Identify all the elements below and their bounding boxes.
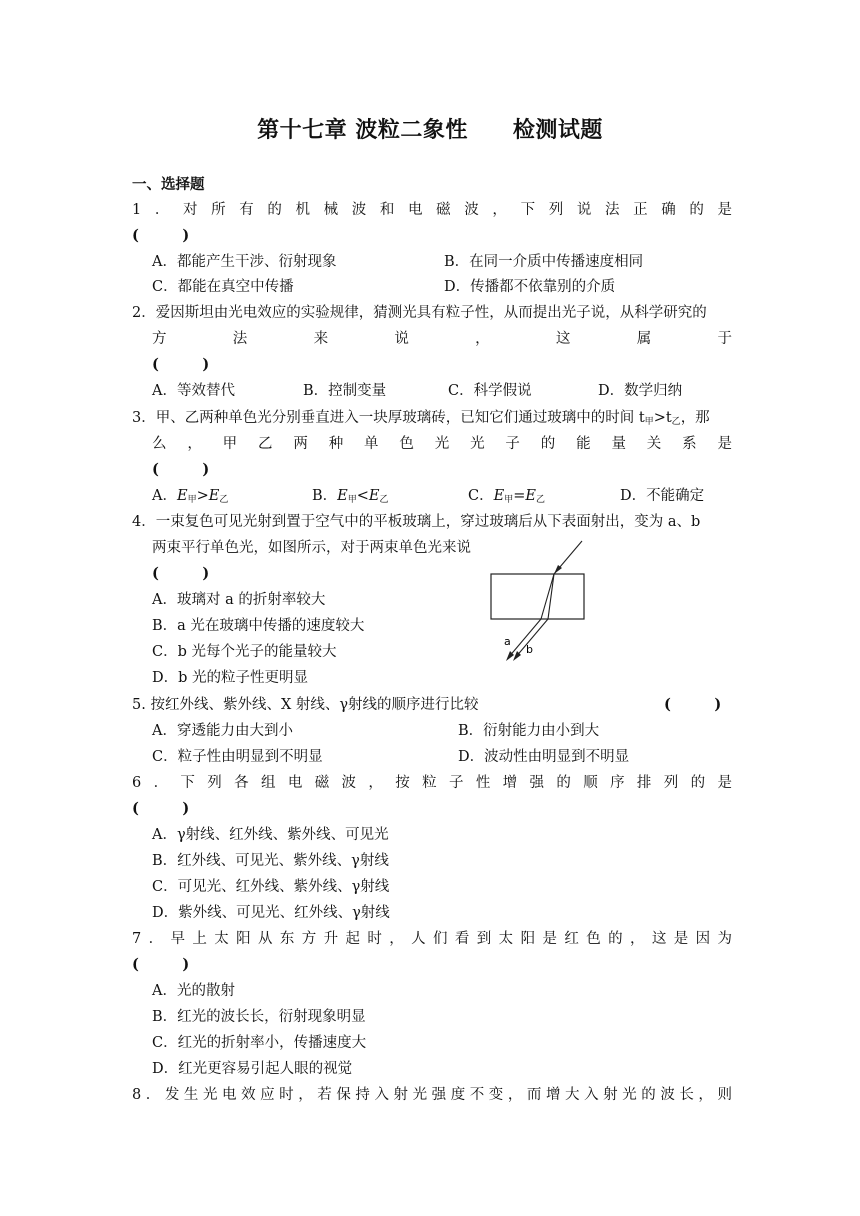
question-2-option-c: C．科学假说 — [448, 383, 532, 399]
question-5-answer-paren: ( ) — [664, 696, 722, 713]
question-3-stem-line2: 么，甲乙两种单色光光子的能量关系是 — [152, 436, 732, 452]
subscript-yi: 乙 — [219, 495, 229, 505]
question-7-stem: 7．早上太阳从东方升起时，人们看到太阳是红色的，这是因为 — [132, 931, 732, 947]
question-3-option-a — [152, 486, 228, 510]
option-c-label: C． — [468, 488, 494, 504]
subscript-jia: 甲 — [504, 495, 514, 505]
page-title: 第十七章 波粒二象性 检测试题 — [257, 118, 603, 143]
energy-symbol: E — [368, 488, 380, 504]
question-3-stem-part2: ，那 — [680, 410, 710, 426]
question-4-stem-line1: 4．一束复色可见光射到置于空气中的平板玻璃上，穿过玻璃后从下表面射出，变为 a、b — [132, 514, 701, 530]
energy-symbol: E — [176, 488, 188, 504]
question-5-option-b: B．衍射能力由小到大 — [458, 723, 600, 739]
section-heading: 一、选择题 — [132, 176, 205, 193]
question-7-option-b: B．红光的波长长，衍射现象明显 — [152, 1009, 366, 1025]
relation-sign: = — [513, 488, 526, 504]
question-7-answer-paren: ( ) — [132, 956, 190, 973]
question-5-option-a: A．穿透能力由大到小 — [152, 723, 293, 739]
question-1-option-d: D．传播都不依靠别的介质 — [444, 279, 616, 295]
question-7-option-d: D．红光更容易引起人眼的视觉 — [152, 1061, 353, 1077]
question-2-stem-line1: 2．爱因斯坦由光电效应的实验规律，猜测光具有粒子性，从而提出光子说，从科学研究的 — [132, 305, 707, 321]
subscript-yi: 乙 — [535, 495, 545, 505]
option-b-label: B． — [312, 488, 338, 504]
energy-symbol: E — [493, 488, 505, 504]
beam-label-b: b — [526, 643, 533, 656]
question-4-option-b: B．a 光在玻璃中传播的速度较大 — [152, 618, 365, 634]
question-1-stem: 1．对所有的机械波和电磁波，下列说法正确的是 — [132, 202, 732, 218]
glass-slab — [491, 574, 584, 619]
relation-sign: < — [356, 488, 369, 504]
relation-sign: > — [196, 488, 209, 504]
question-7-option-c: C．红光的折射率小，传播速度大 — [152, 1035, 367, 1051]
subscript-jia: 甲 — [644, 417, 654, 427]
question-8-stem: 8．发生光电效应时，若保持入射光强度不变，而增大入射光的波长，则 — [132, 1087, 732, 1103]
question-2-stem-line2: 方法来说，这属于 — [152, 331, 732, 347]
question-1-option-a: A．都能产生干涉、衍射现象 — [152, 254, 337, 270]
question-6-stem: 6．下列各组电磁波，按粒子性增强的顺序排列的是 — [132, 775, 732, 791]
question-6-option-a: A．γ射线、红外线、紫外线、可见光 — [152, 827, 389, 843]
question-2-option-a: A．等效替代 — [152, 383, 235, 399]
subscript-yi: 乙 — [379, 495, 389, 505]
subscript-jia: 甲 — [187, 495, 197, 505]
question-1-option-b: B．在同一介质中传播速度相同 — [444, 254, 644, 270]
energy-symbol: E — [337, 488, 348, 504]
question-4-option-d: D．b 光的粒子性更明显 — [152, 670, 309, 686]
subscript-yi: 乙 — [671, 417, 681, 427]
question-4-option-a: A．玻璃对 a 的折射率较大 — [152, 592, 326, 608]
question-3-option-d: D．不能确定 — [620, 488, 705, 504]
refracted-ray-a — [541, 574, 554, 619]
question-2-answer-paren: ( ) — [152, 356, 210, 373]
question-6-option-d: D．紫外线、可见光、红外线、γ射线 — [152, 905, 390, 921]
refracted-ray-b — [548, 574, 554, 619]
question-4-stem-line2: 两束平行单色光，如图所示，对于两束单色光来说 — [152, 540, 471, 556]
question-2-option-d: D．数学归纳 — [598, 383, 683, 399]
glass-slab-refraction-diagram — [486, 538, 596, 666]
question-3-answer-paren: ( ) — [152, 461, 210, 478]
question-5-option-d: D．波动性由明显到不明显 — [458, 749, 630, 765]
subscript-jia: 甲 — [347, 495, 357, 505]
question-6-option-b: B．红外线、可见光、紫外线、γ射线 — [152, 853, 389, 869]
question-1-option-c: C．都能在真空中传播 — [152, 279, 294, 295]
question-3-option-b — [312, 486, 389, 510]
question-4-answer-paren: ( ) — [152, 565, 210, 582]
question-7-option-a: A．光的散射 — [152, 983, 235, 999]
question-4-option-c: C．b 光每个光子的能量较大 — [152, 644, 337, 660]
beam-label-a: a — [504, 635, 511, 648]
question-6-option-c: C．可见光、红外线、紫外线、γ射线 — [152, 879, 390, 895]
question-3-stem-part1: 3．甲、乙两种单色光分别垂直进入一块厚玻璃砖，已知它们通过玻璃中的时间 t — [132, 410, 645, 426]
option-a-label: A． — [152, 488, 177, 504]
question-1-answer-paren: ( ) — [132, 227, 190, 244]
emergent-ray-a — [508, 619, 541, 658]
question-2-option-b: B．控制变量 — [303, 383, 387, 399]
question-5-option-c: C．粒子性由明显到不明显 — [152, 749, 323, 765]
greater-than-t: >t — [653, 410, 672, 426]
question-3-stem-line1 — [132, 408, 732, 432]
energy-symbol: E — [208, 488, 220, 504]
energy-symbol: E — [525, 488, 536, 504]
question-5-stem: 5. 按红外线、紫外线、X 射线、γ射线的顺序进行比较 — [132, 697, 479, 713]
question-3-option-c — [468, 486, 545, 510]
question-6-answer-paren: ( ) — [132, 800, 190, 817]
